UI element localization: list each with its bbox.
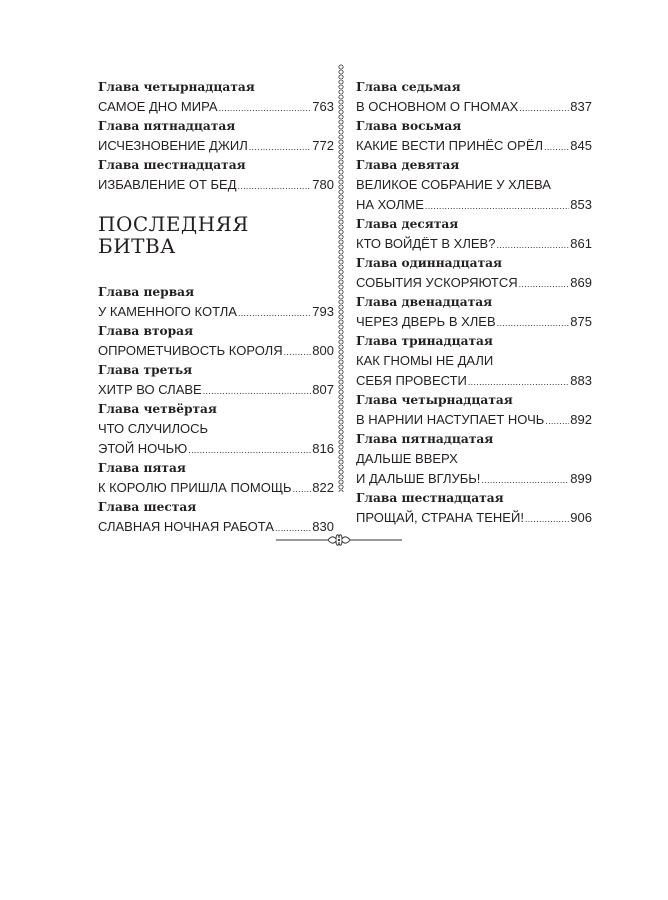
- chapter-number: Глава шестнадцатая: [356, 491, 504, 505]
- page-number: 837: [570, 99, 592, 114]
- part-title-line: ПОСЛЕДНЯЯ: [98, 212, 249, 236]
- chapter-title: ЧЕРЕЗ ДВЕРЬ В ХЛЕВ: [356, 314, 496, 329]
- chapter-title: ЧТО СЛУЧИЛОСЬ: [98, 421, 209, 436]
- dot-leader: [284, 342, 312, 362]
- chapter-title-line: [98, 380, 334, 400]
- toc-entries-continued: [98, 78, 334, 195]
- chapter-title-line: [356, 410, 592, 430]
- dot-leader: [481, 470, 569, 490]
- chapter-title-line: [356, 273, 592, 293]
- dot-leader: [519, 98, 569, 118]
- chapter-number: Глава шестнадцатая: [98, 158, 246, 172]
- dot-leader: [519, 274, 570, 294]
- page-number: 807: [312, 382, 334, 397]
- chapter-title-line: [98, 439, 334, 459]
- chapter-number: Глава пятая: [98, 461, 186, 475]
- chapter-title-line: [356, 508, 592, 528]
- chapter-title: СЕБЯ ПРОВЕСТИ: [356, 373, 467, 388]
- chapter-title: ИЗБАВЛЕНИЕ ОТ БЕД: [98, 177, 237, 192]
- chapter-title: В ОСНОВНОМ О ГНОМАХ: [356, 99, 519, 114]
- chapter-title: И ДАЛЬШЕ ВГЛУБЬ!: [356, 471, 481, 486]
- chapter-title: ОПРОМЕТЧИВОСТЬ КОРОЛЯ: [98, 343, 283, 358]
- dot-leader: [238, 303, 311, 323]
- chapter-title-line: [356, 234, 592, 254]
- chapter-title: КАК ГНОМЫ НЕ ДАЛИ: [356, 353, 494, 368]
- dot-leader: [496, 235, 569, 255]
- chapter-title: СЛАВНАЯ НОЧНАЯ РАБОТА: [98, 519, 274, 534]
- toc-entry[interactable]: [356, 430, 592, 489]
- chapter-title-line: [356, 136, 592, 156]
- chapter-title-line: [98, 302, 334, 322]
- page-number: 899: [570, 471, 592, 486]
- toc-entry[interactable]: [98, 459, 334, 498]
- chapter-number: Глава четвёртая: [98, 402, 217, 416]
- page-number: 906: [570, 510, 592, 525]
- chapter-number: Глава первая: [98, 285, 195, 299]
- toc-entry[interactable]: [98, 283, 334, 322]
- chapter-title-line: [356, 469, 592, 489]
- toc-entry[interactable]: [356, 293, 592, 332]
- chapter-title: К КОРОЛЮ ПРИШЛА ПОМОЩЬ: [98, 480, 292, 495]
- chapter-title: ЭТОЙ НОЧЬЮ: [98, 441, 188, 456]
- chapter-title-line: [98, 175, 334, 195]
- dot-leader: [544, 137, 569, 157]
- page-number: 845: [570, 138, 592, 153]
- chapter-title: КТО ВОЙДЁТ В ХЛЕВ?: [356, 236, 496, 251]
- dot-leader: [238, 176, 312, 196]
- chapter-number: Глава пятнадцатая: [356, 432, 494, 446]
- chapter-title-line: [98, 478, 334, 498]
- chapter-title: У КАМЕННОГО КОТЛА: [98, 304, 237, 319]
- dot-leader: [219, 98, 312, 118]
- dot-leader: [203, 381, 312, 401]
- chapter-title-line: [98, 97, 334, 117]
- toc-entries-last-battle-continued: [356, 78, 592, 528]
- toc-entry[interactable]: [356, 156, 592, 215]
- toc-right-column: [356, 78, 592, 528]
- toc-entry[interactable]: [98, 322, 334, 361]
- chapter-title-line: [356, 449, 592, 469]
- toc-entry[interactable]: [356, 78, 592, 117]
- page-number: 780: [312, 177, 334, 192]
- chapter-number: Глава пятнадцатая: [98, 119, 236, 133]
- toc-entry[interactable]: [356, 489, 592, 528]
- chapter-number: Глава двенадцатая: [356, 295, 493, 309]
- chapter-title: ДАЛЬШЕ ВВЕРХ: [356, 451, 458, 466]
- chapter-title: ХИТР ВО СЛАВЕ: [98, 382, 202, 397]
- chapter-title: ИСЧЕЗНОВЕНИЕ ДЖИЛ: [98, 138, 248, 153]
- toc-entry[interactable]: [356, 215, 592, 254]
- chapter-title: ПРОЩАЙ, СТРАНА ТЕНЕЙ!: [356, 510, 524, 525]
- chapter-title: КАКИЕ ВЕСТИ ПРИНЁС ОРЁЛ: [356, 138, 544, 153]
- toc-entry[interactable]: [98, 78, 334, 117]
- chapter-title-line: [98, 341, 334, 361]
- chapter-title-line: [356, 195, 592, 215]
- chapter-number: Глава вторая: [98, 324, 194, 338]
- chapter-title-line: [356, 371, 592, 391]
- toc-entry[interactable]: [98, 400, 334, 459]
- part-title: [98, 213, 334, 257]
- page-number: 763: [312, 99, 334, 114]
- chapter-title-line: [356, 97, 592, 117]
- toc-entry[interactable]: [98, 156, 334, 195]
- toc-left-column: [98, 78, 334, 537]
- page-number: 869: [570, 275, 592, 290]
- dot-leader: [188, 440, 311, 460]
- chapter-title: В НАРНИИ НАСТУПАЕТ НОЧЬ: [356, 412, 545, 427]
- page-number: 830: [312, 519, 334, 534]
- page-number: 875: [570, 314, 592, 329]
- chapter-title-line: [356, 312, 592, 332]
- chapter-title: САМОЕ ДНО МИРА: [98, 99, 218, 114]
- chapter-number: Глава восьмая: [356, 119, 462, 133]
- page-number: 816: [312, 441, 334, 456]
- chapter-title-line: [98, 136, 334, 156]
- page-number: 892: [570, 412, 592, 427]
- chapter-number: Глава одиннадцатая: [356, 256, 503, 270]
- toc-entries-last-battle: [98, 283, 334, 537]
- toc-entry[interactable]: [356, 254, 592, 293]
- chapter-number: Глава третья: [98, 363, 193, 377]
- chapter-number: Глава девятая: [356, 158, 460, 172]
- dot-leader: [293, 479, 312, 499]
- chapter-title-line: [356, 175, 592, 195]
- page-number: 861: [570, 236, 592, 251]
- dot-leader: [497, 313, 570, 333]
- chapter-number: Глава десятая: [356, 217, 459, 231]
- page-number: 800: [312, 343, 334, 358]
- chapter-number: Глава шестая: [98, 500, 197, 514]
- page-number: 772: [312, 138, 334, 153]
- chapter-title-line: [356, 351, 592, 371]
- dot-leader: [545, 411, 569, 431]
- page-number: 883: [570, 373, 592, 388]
- chapter-title: СОБЫТИЯ УСКОРЯЮТСЯ: [356, 275, 518, 290]
- chapter-number: Глава седьмая: [356, 80, 461, 94]
- column-divider: [338, 64, 344, 492]
- chapter-number: Глава тринадцатая: [356, 334, 493, 348]
- toc-entry[interactable]: [356, 391, 592, 430]
- chapter-number: Глава четырнадцатая: [98, 80, 255, 94]
- flourish-ornament-icon: [276, 530, 402, 550]
- dot-leader: [468, 372, 569, 392]
- dot-leader: [425, 196, 569, 216]
- part-title-line: БИТВА: [98, 234, 176, 258]
- toc-entry[interactable]: [356, 117, 592, 156]
- dot-leader: [525, 509, 569, 529]
- toc-entry[interactable]: [98, 361, 334, 400]
- toc-entry[interactable]: [98, 117, 334, 156]
- page-number: 793: [312, 304, 334, 319]
- dot-leader: [249, 137, 312, 157]
- page-number: 822: [312, 480, 334, 495]
- page-number: 853: [570, 197, 592, 212]
- toc-entry[interactable]: [356, 332, 592, 391]
- chapter-title-line: [98, 419, 334, 439]
- chapter-title: ВЕЛИКОЕ СОБРАНИЕ У ХЛЕВА: [356, 177, 551, 192]
- chapter-number: Глава четырнадцатая: [356, 393, 513, 407]
- chapter-title: НА ХОЛМЕ: [356, 197, 424, 212]
